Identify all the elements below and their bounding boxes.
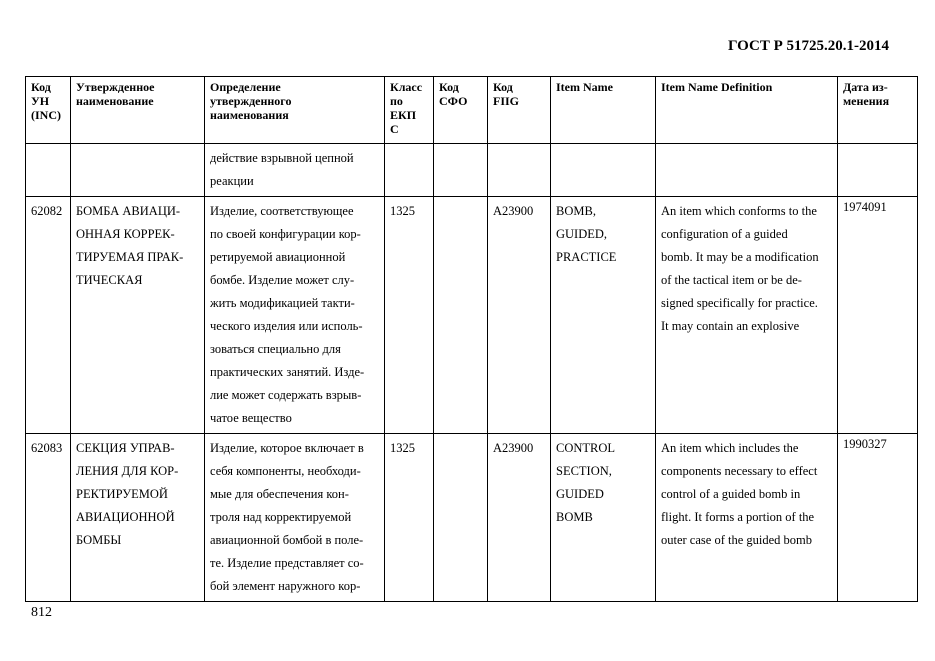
header-approved-name: Утвержденное наименование bbox=[71, 77, 205, 144]
cell-item-name bbox=[551, 144, 656, 197]
cell-fiig: A23900 bbox=[488, 197, 551, 434]
cell-date: 1974091 bbox=[838, 197, 918, 434]
header-fiig-code: Код FIIG bbox=[488, 77, 551, 144]
cell-fiig: A23900 bbox=[488, 434, 551, 602]
table-row bbox=[26, 434, 918, 602]
cell-sfo bbox=[434, 434, 488, 602]
cell-fiig bbox=[488, 144, 551, 197]
cell-class bbox=[385, 144, 434, 197]
cell-class: 1325 bbox=[385, 434, 434, 602]
cell-definition: Изделие, которое включает в себя компоненты, необходи- мые для обеспечения кон- троля над корректируемой авиационной бомбой в поле- те. Изделие представляет со- бой элемент наружного кор- bbox=[205, 434, 385, 602]
cell-class: 1325 bbox=[385, 197, 434, 434]
cell-name: БОМБА АВИАЦИ- ОННАЯ КОРРЕК- ТИРУЕМАЯ ПРАК- ТИЧЕСКАЯ bbox=[71, 197, 205, 434]
cell-definition: Изделие, соответствующее по своей конфигурации кор- ретируемой авиационной бомбе. Изделие может слу- жить модификацией такти- ческого изделия или исполь- зоваться специально для практических занятий. Изде- лие может содержать взрыв- чатое вещество bbox=[205, 197, 385, 434]
header-name-definition: Определение утвержденного наименования bbox=[205, 77, 385, 144]
cell-sfo bbox=[434, 197, 488, 434]
header-item-name: Item Name bbox=[551, 77, 656, 144]
cell-item-name: BOMB, GUIDED, PRACTICE bbox=[551, 197, 656, 434]
registry-table bbox=[25, 76, 918, 602]
cell-code: 62082 bbox=[26, 197, 71, 434]
table-row bbox=[26, 197, 918, 434]
cell-item-definition bbox=[656, 144, 838, 197]
page-number: 812 bbox=[31, 605, 52, 620]
table-row bbox=[26, 144, 918, 197]
cell-item-name: CONTROL SECTION, GUIDED BOMB bbox=[551, 434, 656, 602]
document-header: ГОСТ Р 51725.20.1-2014 bbox=[727, 38, 889, 54]
header-sfo-code: Код СФО bbox=[434, 77, 488, 144]
header-item-name-definition: Item Name Definition bbox=[656, 77, 838, 144]
cell-sfo bbox=[434, 144, 488, 197]
cell-name: СЕКЦИЯ УПРАВ- ЛЕНИЯ ДЛЯ КОР- РЕКТИРУЕМОЙ АВИАЦИОННОЙ БОМБЫ bbox=[71, 434, 205, 602]
cell-name bbox=[71, 144, 205, 197]
header-change-date: Дата из- менения bbox=[838, 77, 918, 144]
cell-code: 62083 bbox=[26, 434, 71, 602]
cell-date: 1990327 bbox=[838, 434, 918, 602]
cell-code bbox=[26, 144, 71, 197]
cell-definition: действие взрывной цепной реакции bbox=[205, 144, 385, 197]
cell-item-definition: An item which conforms to the configuration of a guided bomb. It may be a modification of the tactical item or be de- signed specifically for practice. It may contain an explosive bbox=[656, 197, 838, 434]
header-class: Класс по ЕКП С bbox=[385, 77, 434, 144]
header-inc-code: Код УН (INC) bbox=[26, 77, 71, 144]
table-header-row bbox=[26, 77, 918, 144]
cell-date bbox=[838, 144, 918, 197]
cell-item-definition: An item which includes the components necessary to effect control of a guided bomb in flight. It forms a portion of the outer case of the guided bomb bbox=[656, 434, 838, 602]
